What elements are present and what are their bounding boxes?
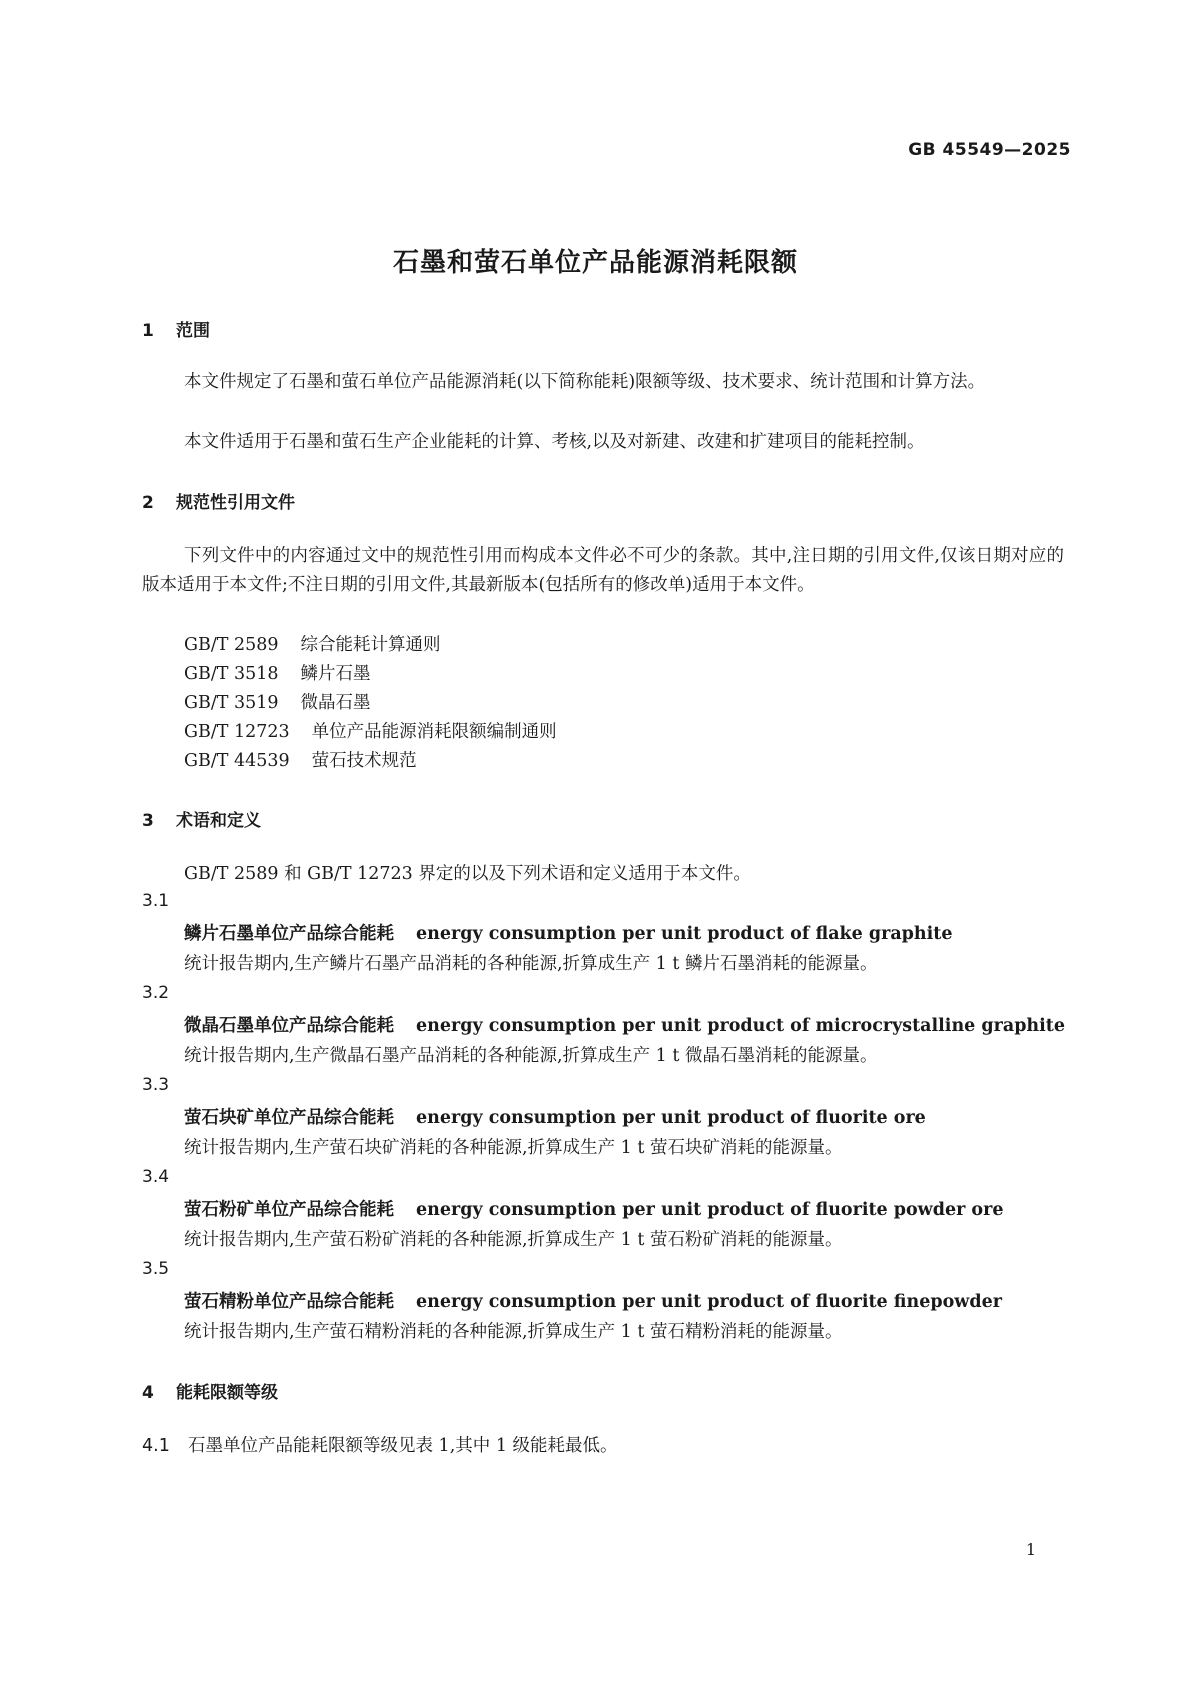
section-2-heading (142, 488, 295, 513)
clause-text: 石墨单位产品能耗限额等级见表 1,其中 1 级能耗最低。 (188, 1436, 618, 1456)
reference-code: GB/T 2589 (184, 635, 279, 655)
term-number: 3.2 (142, 983, 170, 1003)
section-1-paragraph-1: 本文件规定了石墨和萤石单位产品能源消耗(以下简称能耗)限额等级、技术要求、统计范围和计算方法。 (184, 372, 986, 392)
page-number: 1 (1025, 1540, 1036, 1559)
reference-item (184, 689, 371, 714)
section-3-heading (142, 806, 261, 831)
term-definition: 统计报告期内,生产鳞片石墨产品消耗的各种能源,折算成生产 1 t 鳞片石墨消耗的能源量。 (184, 954, 878, 974)
term-heading (184, 1196, 1003, 1221)
term-en: energy consumption per unit product of fluorite ore (416, 1108, 926, 1128)
term-definition: 统计报告期内,生产萤石精粉消耗的各种能源,折算成生产 1 t 萤石精粉消耗的能源量。 (184, 1322, 843, 1342)
section-title: 规范性引用文件 (176, 493, 295, 513)
section-1-paragraph-2: 本文件适用于石墨和萤石生产企业能耗的计算、考核,以及对新建、改建和扩建项目的能耗控制。 (184, 432, 925, 452)
document-title: 石墨和萤石单位产品能源消耗限额 (392, 248, 798, 278)
term-heading (184, 1288, 1002, 1313)
section-number: 4 (142, 1383, 154, 1403)
reference-item (184, 718, 557, 743)
section-title: 范围 (176, 321, 210, 341)
reference-item (184, 747, 417, 772)
reference-title: 综合能耗计算通则 (300, 635, 441, 655)
term-en: energy consumption per unit product of fluorite finepowder (416, 1292, 1002, 1312)
term-zh: 萤石精粉单位产品综合能耗 (184, 1292, 394, 1312)
reference-code: GB/T 3518 (184, 664, 279, 684)
section-number: 2 (142, 493, 154, 513)
standard-code: GB 45549—2025 (908, 140, 1071, 160)
section-title: 术语和定义 (176, 811, 261, 831)
term-definition: 统计报告期内,生产萤石粉矿消耗的各种能源,折算成生产 1 t 萤石粉矿消耗的能源量。 (184, 1230, 843, 1250)
term-heading (184, 920, 953, 945)
section-number: 3 (142, 811, 154, 831)
term-heading (184, 1104, 926, 1129)
reference-title: 鳞片石墨 (300, 664, 371, 684)
term-definition: 统计报告期内,生产萤石块矿消耗的各种能源,折算成生产 1 t 萤石块矿消耗的能源量。 (184, 1138, 843, 1158)
clause-number: 4.1 (142, 1436, 170, 1456)
section-1-heading (142, 316, 210, 341)
reference-item (184, 631, 441, 656)
section-4-heading (142, 1378, 278, 1403)
term-en: energy consumption per unit product of fluorite powder ore (416, 1200, 1004, 1220)
clause-4-1 (142, 1432, 618, 1457)
term-zh: 萤石粉矿单位产品综合能耗 (184, 1200, 394, 1220)
term-zh: 萤石块矿单位产品综合能耗 (184, 1108, 394, 1128)
term-en: energy consumption per unit product of flake graphite (416, 924, 953, 944)
term-zh: 鳞片石墨单位产品综合能耗 (184, 924, 394, 944)
section-2-intro: 下列文件中的内容通过文中的规范性引用而构成本文件必不可少的条款。其中,注日期的引用文件,仅该日期对应的版本适用于本文件;不注日期的引用文件,其最新版本(包括所有的修改单)适用于本文件。 (142, 546, 1064, 595)
term-number: 3.4 (142, 1167, 170, 1187)
section-3-intro: GB/T 2589 和 GB/T 12723 界定的以及下列术语和定义适用于本文件。 (184, 864, 751, 884)
reference-code: GB/T 3519 (184, 693, 279, 713)
reference-code: GB/T 12723 (184, 722, 290, 742)
reference-title: 萤石技术规范 (311, 751, 417, 771)
term-heading (184, 1012, 1065, 1037)
term-en: energy consumption per unit product of microcrystalline graphite (416, 1016, 1066, 1036)
reference-title: 单位产品能源消耗限额编制通则 (311, 722, 557, 742)
term-number: 3.5 (142, 1259, 170, 1279)
term-definition: 统计报告期内,生产微晶石墨产品消耗的各种能源,折算成生产 1 t 微晶石墨消耗的能源量。 (184, 1046, 878, 1066)
term-number: 3.1 (142, 891, 170, 911)
term-number: 3.3 (142, 1075, 170, 1095)
section-title: 能耗限额等级 (176, 1383, 278, 1403)
reference-code: GB/T 44539 (184, 751, 290, 771)
term-zh: 微晶石墨单位产品综合能耗 (184, 1016, 394, 1036)
reference-title: 微晶石墨 (300, 693, 371, 713)
section-number: 1 (142, 321, 154, 341)
reference-item (184, 660, 371, 685)
